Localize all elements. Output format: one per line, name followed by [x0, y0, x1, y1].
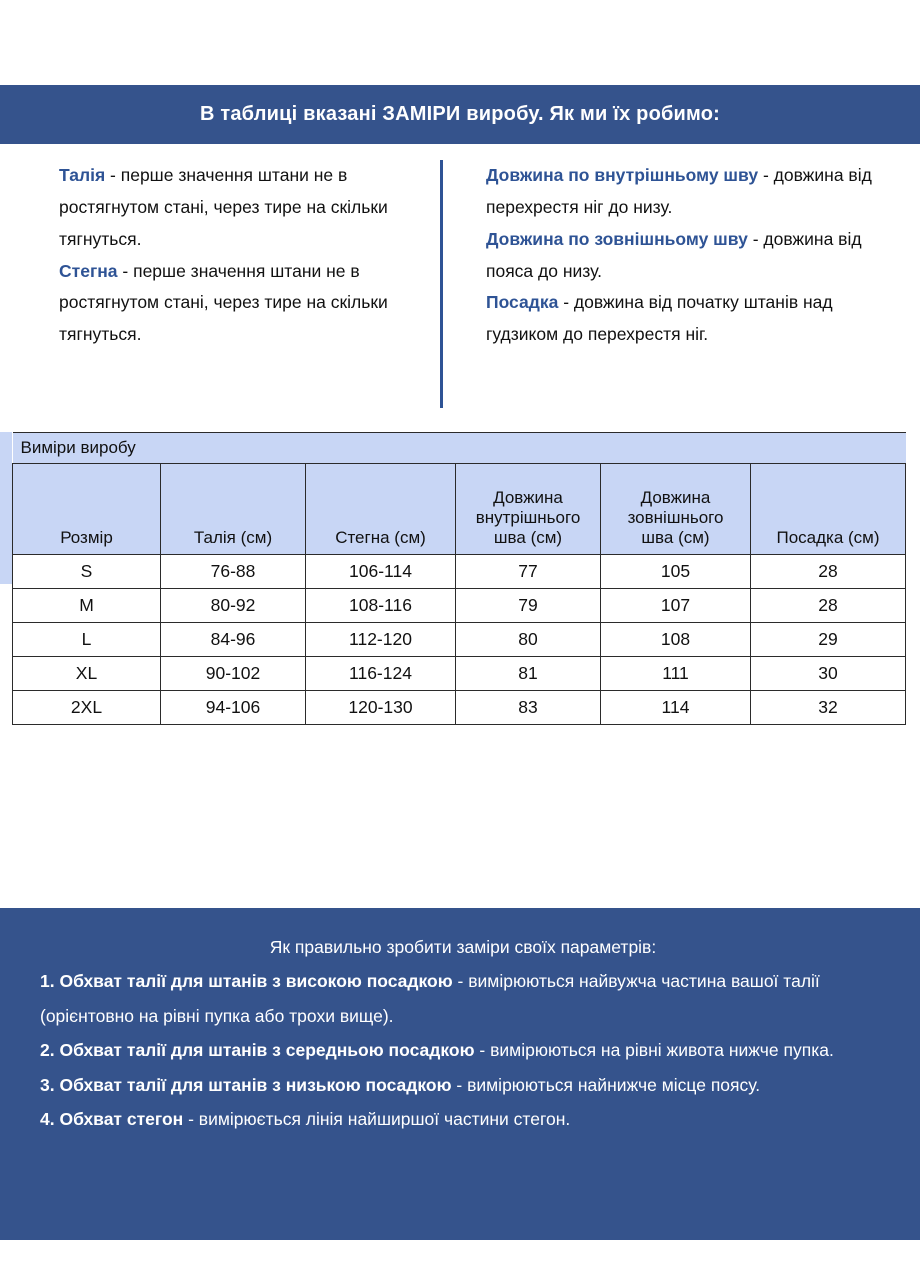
- cell-rise: 30: [751, 657, 906, 691]
- explanation-waist-term: Талія: [59, 165, 106, 185]
- how-to-measure-item-3-text: - вимірюються найнижче місце поясу.: [451, 1074, 761, 1095]
- cell-outseam: 105: [601, 555, 751, 589]
- table-band-row: [13, 433, 906, 464]
- cell-inseam: 77: [456, 555, 601, 589]
- how-to-measure-panel: [0, 908, 920, 1240]
- table-row: [13, 555, 906, 589]
- page-header-bar: [0, 85, 920, 144]
- column-header-inseam-line1: Довжина: [493, 487, 563, 507]
- cell-outseam: 114: [601, 691, 751, 725]
- table-row: [13, 589, 906, 623]
- cell-size: L: [13, 623, 161, 657]
- cell-inseam: 79: [456, 589, 601, 623]
- cell-outseam: 107: [601, 589, 751, 623]
- cell-hips: 116-124: [306, 657, 456, 691]
- column-header-hips-label: Стегна (см): [335, 527, 426, 547]
- how-to-measure-item-3-bold: 3. Обхват талії для штанів з низькою посадкою: [40, 1074, 452, 1095]
- cell-inseam: 83: [456, 691, 601, 725]
- table-row: [13, 623, 906, 657]
- how-to-measure-item-2-bold: 2. Обхват талії для штанів з середньою посадкою: [40, 1040, 475, 1061]
- explanation-inseam: [486, 160, 906, 224]
- cell-outseam: 111: [601, 657, 751, 691]
- how-to-measure-item-1: [40, 964, 886, 1033]
- explanation-inseam-term: Довжина по внутрішньому шву: [486, 165, 759, 185]
- column-header-inseam-line2: внутрішнього: [475, 507, 581, 527]
- cell-size: XL: [13, 657, 161, 691]
- explanations-right-column: [443, 160, 920, 408]
- column-header-outseam-line1: Довжина: [640, 487, 711, 507]
- column-header-waist: [161, 464, 306, 555]
- how-to-measure-item-1-text: - вимірюються найвужча частина вашої талії (орієнтовно на рівні пупка або трохи вище).: [40, 971, 820, 1026]
- table-header-row: [13, 464, 906, 555]
- explanation-inseam-text: - довжина від перехрестя ніг до низу.: [486, 165, 872, 217]
- measurement-explanations: [0, 160, 920, 408]
- explanation-outseam: [486, 224, 906, 288]
- cell-waist: 80-92: [161, 589, 306, 623]
- explanation-hips-term: Стегна: [59, 260, 118, 281]
- column-header-rise: [751, 464, 906, 555]
- explanation-waist-text: - перше значення штани не в ростягнутом стані, через тире на скільки тягнуться.: [59, 165, 388, 249]
- table-row: [13, 657, 906, 691]
- column-header-outseam-line3: шва (см): [641, 527, 710, 547]
- explanation-hips: [59, 256, 422, 352]
- cell-waist: 84-96: [161, 623, 306, 657]
- cell-hips: 108-116: [306, 589, 456, 623]
- how-to-measure-item-2-text: - вимірюються на рівні живота нижче пупка.: [474, 1040, 834, 1061]
- cell-inseam: 81: [456, 657, 601, 691]
- cell-outseam: 108: [601, 623, 751, 657]
- column-header-inseam-line3: шва (см): [493, 527, 563, 547]
- how-to-measure-item-4-bold: 4. Обхват стегон: [40, 1109, 184, 1130]
- column-header-rise-label: Посадка (см): [776, 527, 880, 547]
- column-header-size: [13, 464, 161, 555]
- column-header-size-label: Розмір: [60, 527, 113, 547]
- table-left-edge-strip: [0, 432, 12, 584]
- table-row: [13, 691, 906, 725]
- explanation-outseam-text: - довжина від пояса до низу.: [486, 228, 862, 281]
- cell-hips: 120-130: [306, 691, 456, 725]
- cell-hips: 112-120: [306, 623, 456, 657]
- page-title: В таблиці вказані ЗАМІРИ виробу. Як ми їх робимо:: [199, 103, 721, 125]
- column-header-waist-label: Талія (см): [193, 527, 273, 547]
- explanation-hips-text: - перше значення штани не в ростягнутом стані, через тире на скільки тягнуться.: [59, 260, 388, 345]
- table-band-label: Виміри виробу: [13, 433, 456, 464]
- cell-size: M: [13, 589, 161, 623]
- how-to-measure-item-4: [40, 1102, 886, 1136]
- how-to-measure-item-2: [40, 1033, 886, 1067]
- cell-rise: 29: [751, 623, 906, 657]
- cell-size: S: [13, 555, 161, 589]
- cell-rise: 28: [751, 555, 906, 589]
- size-table-body: [13, 433, 906, 725]
- column-header-outseam: [601, 464, 751, 555]
- cell-waist: 94-106: [161, 691, 306, 725]
- cell-waist: 90-102: [161, 657, 306, 691]
- cell-size: 2XL: [13, 691, 161, 725]
- cell-inseam: 80: [456, 623, 601, 657]
- column-header-inseam: [456, 464, 601, 555]
- explanation-rise-term: Посадка: [486, 292, 559, 313]
- cell-hips: 106-114: [306, 555, 456, 589]
- column-header-hips: [306, 464, 456, 555]
- table-band-filler: [456, 433, 906, 464]
- explanation-rise: [486, 287, 906, 351]
- cell-rise: 28: [751, 589, 906, 623]
- how-to-measure-item-4-text: - вимірюється лінія найширшої частини стегон.: [183, 1109, 571, 1130]
- explanation-waist: [59, 160, 422, 256]
- how-to-measure-title: Як правильно зробити заміри своїх параметрів:: [269, 937, 657, 957]
- explanation-rise-text: - довжина від початку штанів над гудзиком до перехрестя ніг.: [486, 292, 833, 345]
- how-to-measure-item-1-bold: 1. Обхват талії для штанів з високою посадкою: [40, 971, 453, 992]
- size-chart-table: [12, 432, 906, 725]
- cell-waist: 76-88: [161, 555, 306, 589]
- explanations-left-column: [0, 160, 440, 408]
- how-to-measure-item-3: [40, 1068, 886, 1102]
- cell-rise: 32: [751, 691, 906, 725]
- column-header-outseam-line2: зовнішнього: [627, 507, 724, 527]
- explanation-outseam-term: Довжина по зовнішньому шву: [486, 228, 748, 249]
